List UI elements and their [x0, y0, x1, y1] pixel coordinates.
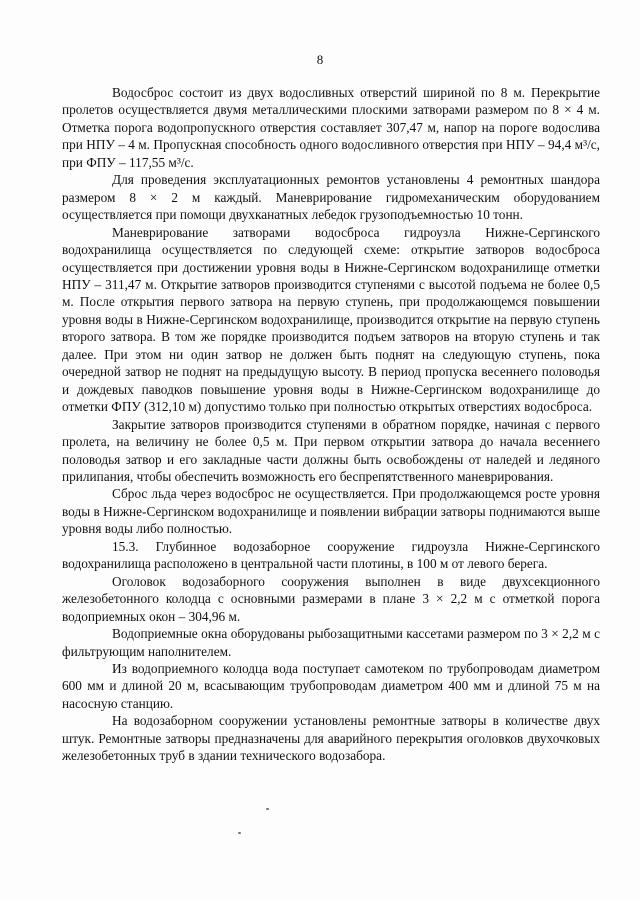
paragraph-spillway-structure: Водосброс состоит из двух водосливных отверстий шириной по 8 м. Перекрытие пролетов осуществляется двумя металлическими плоскими затворами размером по 8 × 4 м. Отметка порога водопропускного отверстия составляет 307,47 м, напор на пороге водослива при НПУ – 4 м. Пропускная способность одного водосливного отверстия при НПУ – 94,4 м³/с, при ФПУ – 117,55 м³/с. [62, 85, 600, 170]
paragraph-pipelines: Из водоприемного колодца вода поступает самотеком по трубопроводам диаметром 600 мм и длиной 20 м, всасывающим трубопроводам диаметром 400 мм и длиной 75 м на насосную станцию. [62, 660, 600, 711]
paragraph-repair-gates: На водозаборном сооружении установлены ремонтные затворы в количестве двух штук. Ремонтные затворы предназначены для аварийного перекрытия оголовков двухочковых железобетонных труб в здании технического водозабора. [62, 713, 600, 764]
page-number: 8 [316, 52, 324, 67]
paragraph-repair-stoplogs: Для проведения эксплуатационных ремонтов установлены 4 ремонтных шандора размером 8 × 2 м каждый. Маневрирование гидромеханическим оборудованием осуществляется при помощи двухканатных лебедок грузоподъемностью 10 тонн. [62, 172, 600, 223]
scan-speck [266, 808, 269, 810]
scan-speck [238, 832, 241, 834]
paragraph-gate-operation: Маневрирование затворами водосброса гидроузла Нижне-Сергинского водохранилища осуществляется по следующей схеме: открытие затворов водосброса осуществляется при достижении уровня воды в Нижне-Сергинском водохранилище отметки НПУ – 311,47 м. Открытие затворов производится ступенями с высотой подъема не более 0,5 м. После открытия первого затвора на первую ступень, при продолжающемся повышении уровня воды в Нижне-Сергинском водохранилище, производится открытие на первую ступень второго затвора. В том же порядке производится подъем затворов на вторую ступень и так далее. При этом ни один затвор не должен быть поднят на следующую ступень, пока очередной затвор не поднят на предыдущую высоту. В период пропуска весеннего половодья и дождевых паводков повышение уровня воды в Нижне-Сергинском водохранилище до отметки ФПУ (312,10 м) допустимо только при полностью открытых отверстиях водосброса. [62, 224, 600, 415]
paragraph-ice-discharge: Сброс льда через водосброс не осуществляется. При продолжающемся росте уровня воды в Нижне-Сергинском водохранилище и появлении вибрации затворы поднимаются выше уровня воды либо полностью. [62, 486, 600, 537]
paragraph-fish-protection: Водоприемные окна оборудованы рыбозащитными кассетами размером по 3 × 2,2 м с фильтрующим наполнителем. [62, 626, 600, 659]
paragraph-intake-head: Оголовок водозаборного сооружения выполнен в виде двухсекционного железобетонного колодца с основными размерами в плане 3 × 2,2 м с отметкой порога водоприемных окон – 304,96 м. [62, 573, 600, 624]
document-body [62, 84, 600, 765]
paragraph-water-intake: 15.3. Глубинное водозаборное сооружение гидроузла Нижне-Сергинского водохранилища расположено в центральной части плотины, в 100 м от левого берега. [62, 538, 600, 572]
paragraph-gate-closing: Закрытие затворов производится ступенями в обратном порядке, начиная с первого пролета, на величину не более 0,5 м. При первом открытии затвора до начала весеннего половодья затвор и его закладные части должны быть освобождены от наледей и ледяного прилипания, чтобы обеспечить возможность его беспрепятственного маневрирования. [62, 416, 600, 484]
